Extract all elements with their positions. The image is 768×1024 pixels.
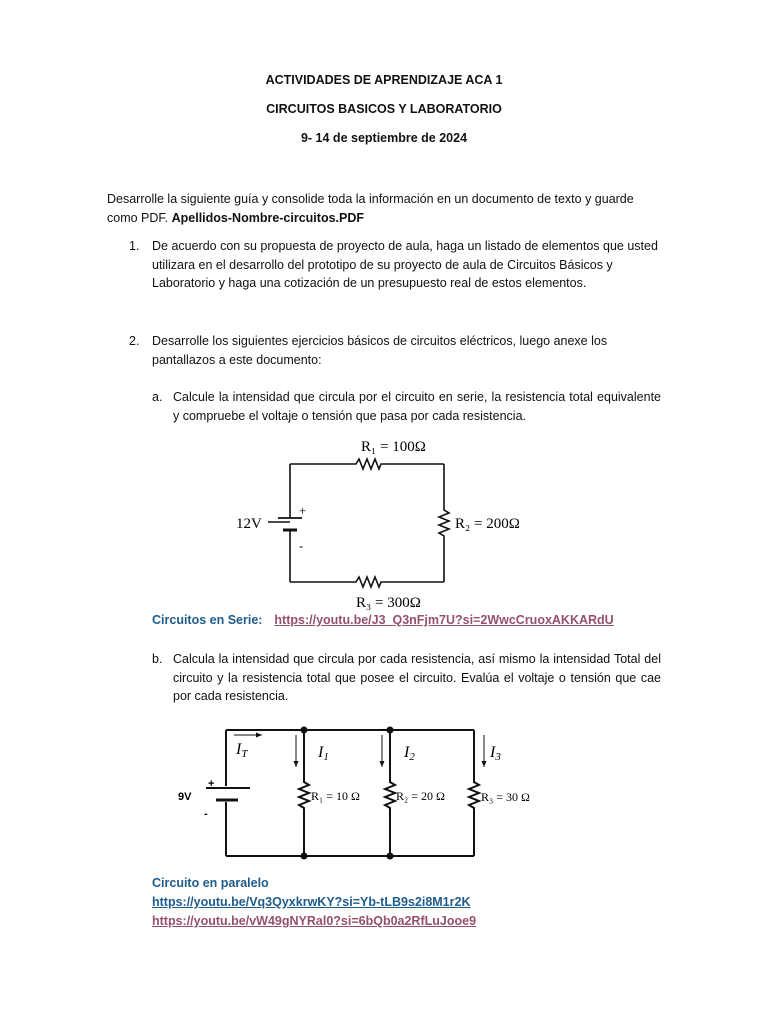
title-line-2: CIRCUITOS BASICOS Y LABORATORIO bbox=[266, 102, 502, 116]
sub-b-letter: b. bbox=[152, 652, 163, 666]
title-line-3: 9- 14 de septiembre de 2024 bbox=[300, 131, 468, 145]
series-video-link[interactable]: https://youtu.be/J3_Q3nFjm7U?si=2WwcCruoxAKKARdU bbox=[274, 613, 614, 627]
parallel-r1-label: R₁ = 10 Ω bbox=[311, 789, 360, 803]
parallel-plus-sign: + bbox=[208, 778, 215, 790]
junction-dot bbox=[387, 727, 394, 734]
parallel-circuit-diagram bbox=[170, 722, 560, 867]
junction-dot bbox=[301, 727, 308, 734]
sub-b-text: Calcula la intensidad que circula por cada resistencia, así mismo la intensidad Total del circuito y la resistencia total que posee el circuito. Evalúa el voltaje o tensión que cae por cada resistencia. bbox=[173, 652, 661, 703]
parallel-minus-sign: - bbox=[204, 808, 208, 820]
junction-dot bbox=[301, 853, 308, 860]
parallel-r3-label: R₃ = 30 Ω bbox=[481, 790, 530, 804]
parallel-links-label: Circuito en paralelo bbox=[152, 876, 269, 890]
arrow-i1-icon bbox=[294, 761, 299, 767]
item-1-number: 1. bbox=[129, 239, 140, 253]
series-r3-label: R₃ = 300Ω bbox=[356, 595, 421, 611]
junction-dot bbox=[387, 853, 394, 860]
series-link-label: Circuitos en Serie: bbox=[152, 613, 263, 627]
arrow-i3-icon bbox=[482, 761, 487, 767]
item-2-text: Desarrolle los siguientes ejercicios básicos de circuitos eléctricos, luego anexe los pantallazos a este documento: bbox=[152, 334, 608, 367]
series-r1-label: R₁ = 100Ω bbox=[361, 439, 426, 455]
sub-a-text: Calcule la intensidad que circula por el circuito en serie, la resistencia total equivalente y compruebe el voltaje o tensión que pasa por cada resistencia. bbox=[173, 390, 661, 423]
intro-text: Desarrolle la siguiente guía y consolide toda la información en un documento de texto y guarde como PDF. bbox=[107, 192, 634, 225]
series-source-label: 12V bbox=[236, 516, 262, 532]
parallel-video-link-1[interactable]: https://youtu.be/Vq3QyxkrwKY?si=Yb-tLB9s2i8M1r2K bbox=[152, 895, 471, 909]
arrow-i2-icon bbox=[380, 761, 385, 767]
item-1-text: De acuerdo con su propuesta de proyecto de aula, haga un listado de elementos que usted utilizara en el desarrollo del prototipo de su proyecto de aula de Circuitos Básicos y Laboratorio y haga una cotización de un presupuesto real de estos elementos. bbox=[152, 239, 658, 290]
series-r2-label: R₂ = 200Ω bbox=[455, 516, 520, 532]
parallel-r2-label: R₂ = 20 Ω bbox=[396, 789, 445, 803]
series-minus-sign: - bbox=[299, 538, 304, 553]
parallel-i2-label: I2 bbox=[404, 744, 415, 763]
parallel-i1-label: I1 bbox=[318, 744, 329, 763]
title-line-1: ACTIVIDADES DE APRENDIZAJE ACA 1 bbox=[265, 73, 503, 87]
intro-paragraph bbox=[107, 190, 667, 227]
parallel-video-link-2[interactable]: https://youtu.be/vW49gNYRal0?si=6bQb0a2RfLuJooe9 bbox=[152, 914, 477, 928]
item-2-number: 2. bbox=[129, 334, 140, 348]
series-circuit-diagram bbox=[220, 432, 560, 614]
arrow-it-icon bbox=[256, 733, 262, 738]
series-link-line bbox=[152, 611, 614, 630]
parallel-source-label: 9V bbox=[178, 791, 192, 803]
parallel-it-label: IT bbox=[236, 741, 248, 760]
sub-a-letter: a. bbox=[152, 390, 163, 404]
intro-filename: Apellidos-Nombre-circuitos.PDF bbox=[171, 210, 365, 225]
parallel-i3-label: I3 bbox=[490, 744, 501, 763]
series-plus-sign: + bbox=[299, 503, 307, 518]
